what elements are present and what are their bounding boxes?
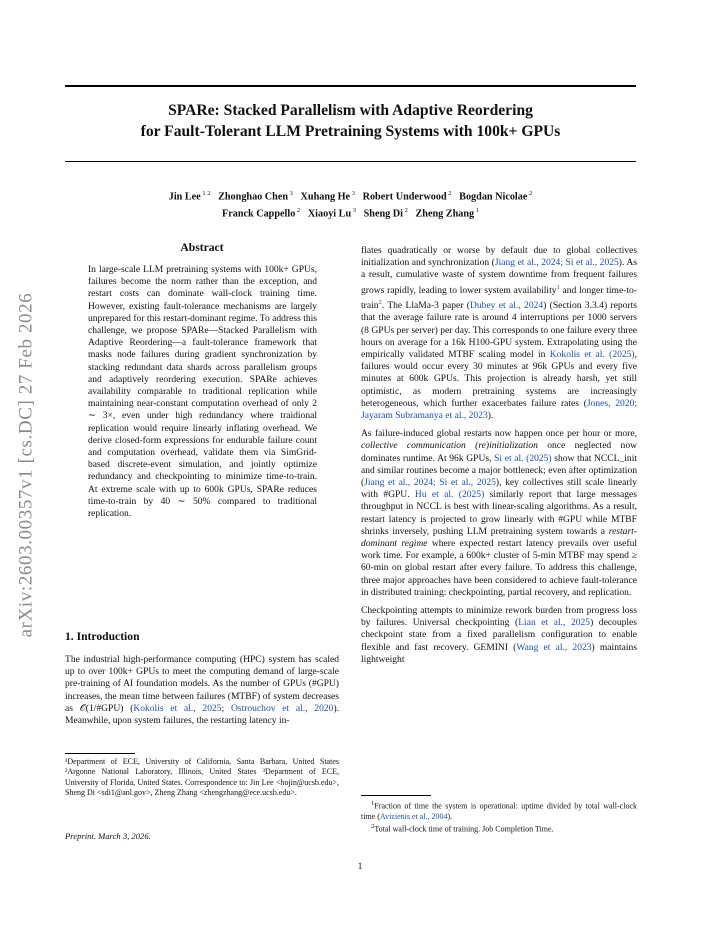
author-row [65, 187, 636, 204]
paragraph: Checkpointing attempts to minimize rework burden from progress loss by failures. Universal checkpointing (Lian et al., 2025) decouples checkpoint state from a fixed parallelism configuration to enable flexible and fast recovery. GEMINI (Wang et al., 2023) maintains lightweight [361, 605, 637, 665]
intro-paragraph: The industrial high-performance computing (HPC) system has scaled up to over 100k+ GPUs to meet the computing demand of large-scale pre-training of AI foundation models. As the number of GPUs (#GPU) increases, the mean time between failures (MTBF) of system decreases as 𝒪(1/#GPU) (Kokolis et al., 2025; Ostrouchov et al., 2020). Meanwhile, upon system failures, the restarting latency in- [65, 654, 340, 727]
author-name: Xiaoyi Lu [307, 208, 352, 220]
footnote-1: $^1$Fraction of time the system is operational: uptime divided by total wall-clock time (Avizienis et al., 2004). [361, 800, 637, 822]
author-affiliation-marker: 1 [474, 207, 479, 215]
footnotes [361, 799, 637, 836]
footnote-marker[interactable]: 2 [378, 298, 382, 306]
author-affiliation-marker: 2 [403, 207, 408, 215]
author-affiliation-marker: 3 [288, 190, 293, 197]
footnote-2: $^2$Total wall-clock time of training. Job Completion Time. [371, 823, 554, 835]
author-affiliation-marker: 3 [351, 207, 356, 215]
title-bottom-rule [65, 161, 636, 162]
affiliations-footnote: ¹Department of ECE, University of California, Santa Barbara, United States ²Argonne National Laboratory, Illinois, United States ³Department of ECE, University of Florida, United States. Correspondence to: Jin Lee <hojin@ucsb.edu>, Sheng Di <sdi1@anl.gov>, Zheng Zhang <zhengzhang@ece.ucsb.edu>. [65, 757, 339, 798]
author-list [65, 187, 636, 222]
author-name: Franck Cappello [221, 208, 296, 220]
citation-link[interactable]: Avizienis et al., 2004 [379, 812, 448, 822]
citation-link[interactable]: Lian et al., 2025 [518, 617, 591, 629]
author-affiliation-marker: 2 [295, 207, 301, 215]
author-name: Bogdan Nicolae [459, 191, 528, 203]
author-name: Jin Lee [168, 191, 201, 203]
citation-link[interactable]: Jones, 2020; Jayaram Subramanya et al., 2023 [361, 397, 637, 421]
author-affiliation-marker: 2 [446, 190, 452, 197]
arxiv-stamp: arXiv:2603.00357v1 [cs.DC] 27 Feb 2026 [15, 292, 36, 638]
citation-link[interactable]: Kokolis et al. (2025) [549, 348, 635, 360]
footnote-rule [65, 753, 135, 754]
author-name: Zhonghao Chen [218, 191, 289, 203]
citation-link[interactable]: Jiang et al., 2024; Si et al., 2025 [494, 257, 619, 269]
citation-link[interactable]: Kokolis et al., 2025 [133, 702, 222, 714]
paragraph: As failure-induced global restarts now happen once per hour or more, collective communication (re)initialization once neglected now dominates runtime. At 96k GPUs, Si et al. (2025) show that NCCL_init and similar routines become a major bottleneck; even after optimization (Jiang et al., 2024; Si et al., 2025), key collectives still scale linearly with #GPU. Hu et al. (2025) similarly report that large messages throughput in NCCL is best with linear-scaling algorithms. As a result, restart latency is projected to grow linearly with #GPU while MTBF shrinks inversely, pushing LLM pretraining system towards a restart-dominant regime where expected restart latency prevails over useful work time. For example, a 600k+ cluster of 5-min MTBF may spend ≥ 60-min on global restart after every failure. To address this challenge, three major approaches have been considered to achieve fault-tolerance in distributed training: checkpointing, partial recovery, and replication. [361, 428, 638, 598]
author-name: Zheng Zhang [415, 208, 475, 220]
abstract-heading: Abstract [180, 241, 224, 254]
author-affiliation-marker: 1 2 [200, 190, 211, 197]
preprint-note: Preprint. March 3, 2026. [65, 831, 151, 841]
author-name: Xuhang He [300, 191, 351, 203]
paragraph: flates quadratically or worse by default due to global collectives initialization and synchronization (Jiang et al., 2024; Si et al., 2025). As a result, cumulative waste of system downtime from frequent failures grows rapidly, leading to lower system availability$^1$ and longer time-to-train$^2$. The LlaMa-3 paper (Dubey et al., 2024) (Section 3.3.4) reports that the average failure rate is around 4 interruptions per 1000 servers (8 GPUs per server) per day. This corresponds to one failure every three hours on average for a 16k H100-GPU system. Extrapolating using the empirically validated MTBF scaling model in Kokolis et al. (2025), failures would occur every 30 minutes at 96k GPUs and every five minutes at 600k GPUs. This projection is already harsh, yet still optimistic, as modern pretraining systems are increasingly heterogeneous, which further exacerbates failure rates (Jones, 2020; Jayaram Subramanya et al., 2023). [361, 245, 637, 421]
citation-link[interactable]: Wang et al., 2023 [516, 641, 592, 653]
author-affiliation-marker: 3 [350, 190, 355, 197]
citation-link[interactable]: Ostrouchov et al., 2020 [230, 702, 334, 714]
section-heading: 1. Introduction [65, 630, 140, 643]
citation-link[interactable]: Jiang et al., 2024; Si et al., 2025 [364, 477, 496, 488]
citation-link[interactable]: Dubey et al., 2024 [470, 300, 544, 312]
footnote-rule [361, 795, 431, 796]
page-number: 1 [357, 861, 363, 872]
citation-link[interactable]: Hu et al. (2025) [414, 489, 485, 501]
author-affiliation-marker: 2 [527, 190, 533, 197]
right-column [361, 245, 637, 666]
author-row [65, 204, 636, 221]
author-name: Sheng Di [363, 208, 403, 220]
author-name: Robert Underwood [362, 191, 447, 203]
citation-link[interactable]: Si et al. (2025) [494, 452, 552, 464]
paper-title: SPARe: Stacked Parallelism with Adaptive Reordering for Fault-Tolerant LLM Pretraining Systems with 100k+ GPUs [140, 102, 561, 140]
abstract-text: In large-scale LLM pretraining systems with 100k+ GPUs, failures become the norm rather than the exception, and restart costs can dominate wall-clock training time. However, existing fault-tolerance mechanisms are largely unprepared for this restart-dominant regime. To address this challenge, we propose SPARe—Stacked Parallelism with Adaptive Reordering—a fault-tolerance framework that masks node failures during gradient synchronization by stacking redundant data shards across parallelism groups and adaptively reordering execution. SPARe achieves availability comparable to traditional replication while maintaining near-constant computation overhead of only 2 ∼ 3×, even under high redundancy where traidional replication would require linearly inflating overhead. We derive closed-form expressions for endurable failure count and computation overhead, validate them via SimGrid-based discrete-event simulation, and jointly optimize redundancy and checkpointing to minimize time-to-train. At extreme scale with up to 600k GPUs, SPARe reduces time-to-train by 40 ∼ 50% compared to traditional replication. [88, 264, 317, 520]
top-rule [65, 85, 636, 87]
footnote-marker[interactable]: 1 [556, 283, 560, 291]
